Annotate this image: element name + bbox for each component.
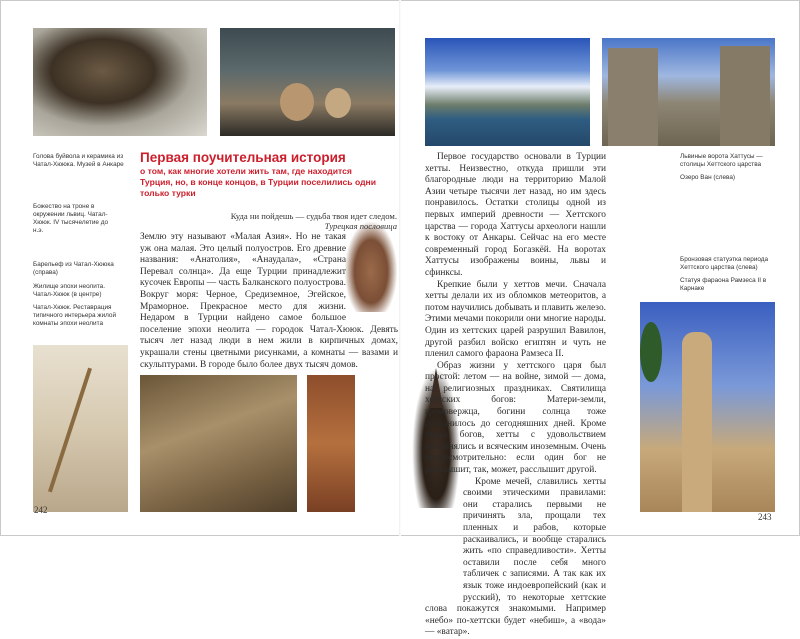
caption-interior: Чатал-Хююк. Реставрация типичного интерьера жилой комнаты эпохи неолита [33, 304, 117, 327]
page-number-left: 242 [34, 505, 48, 515]
paragraph: Кроме мечей, славились хетты своими этическими правилами: они старались первыми не причинять зла, прощали тех пленных и рабов, которые раскаивались, и вообще старались жить «по справедливости». Хетты оставили после себя много табличек с записями. А так как их язык тоже индоевропейский (как и русский), то некоторые хеттские слова покажутся знакомыми. Например «небо» по-хеттски будет «небиш», а «вода» — «ватар». [425, 476, 606, 638]
caption-bas-relief: Барельеф из Чатал-Хююка (справа) [33, 261, 114, 276]
photo-lake-van [425, 38, 590, 146]
epigraph-source: Турецкая пословица [324, 221, 397, 231]
photo-neolithic-dwelling [140, 375, 297, 512]
caption-buffalo: Голова буйвола и керамика из Чатал-Хююка. Музей в Анкаре [33, 153, 124, 168]
photo-ceramics-vitrine [220, 28, 395, 136]
epigraph [140, 211, 397, 231]
epigraph-text: Куда ни пойдешь — судьба твоя идет следом. [230, 211, 397, 221]
paragraph: Образ жизни у хеттского царя был простой: летом — на войне, зимой — дома, на религиозных праздниках. Святилища хеттских богов: Матери-земли, громовержца, богини солнца тоже сохранилось до сегодняшних дней. Кроме своих богов, хетты с удовольствием поклонялись и всяческим иноземным. Очень предусмотрительно: если один бог не расслышит, так, может, расслышит другой. [425, 360, 606, 476]
caption-ramses: Статуя фараона Рамзеса II в Карнаке [680, 277, 767, 292]
book-fold [399, 0, 401, 536]
statuette-float [425, 477, 463, 597]
caption-goddess: Божество на троне в окружении львиц. Чатал-Хююк. IV тысячелетие до н.э. [33, 203, 109, 234]
caption-lake-van: Озеро Ван (слева) [680, 174, 736, 181]
photo-neolithic-interior [33, 345, 128, 512]
paragraph: Крепкие были у хеттов мечи. Сначала хетты делали их из обломков метеоритов, а потом научились добывать и плавить железо. Этими мечами покорили они многие народы. Один из хеттских царей разрушил Вавилон, другой разбил войско египтян и чуть не пленил самого фараона Рамзеса II. [425, 279, 606, 360]
left-body-text [140, 232, 398, 371]
right-body-text [425, 152, 606, 639]
story-title: Первая поучительная история [140, 150, 346, 165]
story-heading [140, 150, 385, 199]
photo-bas-relief [307, 375, 355, 512]
caption-bronze-statuette: Бронзовая статуэтка периода Хеттского царства (слева) [680, 256, 769, 271]
story-subtitle: о том, как многие хотели жить там, где находится Турция, но, в конце концов, в Турции поселились одни только турки [140, 166, 377, 198]
photo-buffalo-head [33, 28, 207, 136]
seated-goddess-float [346, 232, 398, 314]
photo-lion-gate [602, 38, 775, 146]
photo-ramses-statue [640, 302, 775, 512]
page-number-right: 243 [758, 512, 772, 522]
paragraph: Первое государство основали в Турции хетты. Неизвестно, откуда пришли эти благородные люди на территорию Малой Азии четыре тысячи лет назад, но им здесь понравилось. Остатки столицы одной из первых империй древности — Хеттского царства — города Хаттусы археологи нашли к востоку от Анкары. Сейчас на его месте современный город Богазкёй. На воротах Хаттусы изображены воины, львы и сфинксы. [425, 152, 606, 278]
paragraph: Землю эту называют «Малая Азия». Но не такая уж она малая. Это целый полуостров. Его древние названия: «Анатолия», «Анаудала», «Страна Перевал солнца». Да еще Турции принадлежит кусочек Европы — часть Балканского полуострова. Вокруг моря: Черное, Средиземное, Эгейское, Мраморное. Прекрасное место для жизни. Недаром в Турции найдено самое большое поселение эпохи неолита — городок Чатал-Хююк. Девять тысяч лет назад люди в нем жили в кирпичных домах, украшали стены цветными рисунками, а комнаты — вазами и скульптурами. В городе было более двух тысяч домов. [140, 232, 398, 370]
caption-lion-gate: Львиные ворота Хаттусы — столицы Хеттского царства [680, 153, 763, 168]
caption-dwelling: Жилище эпохи неолита. Чатал-Хююк (в центре) [33, 283, 106, 298]
